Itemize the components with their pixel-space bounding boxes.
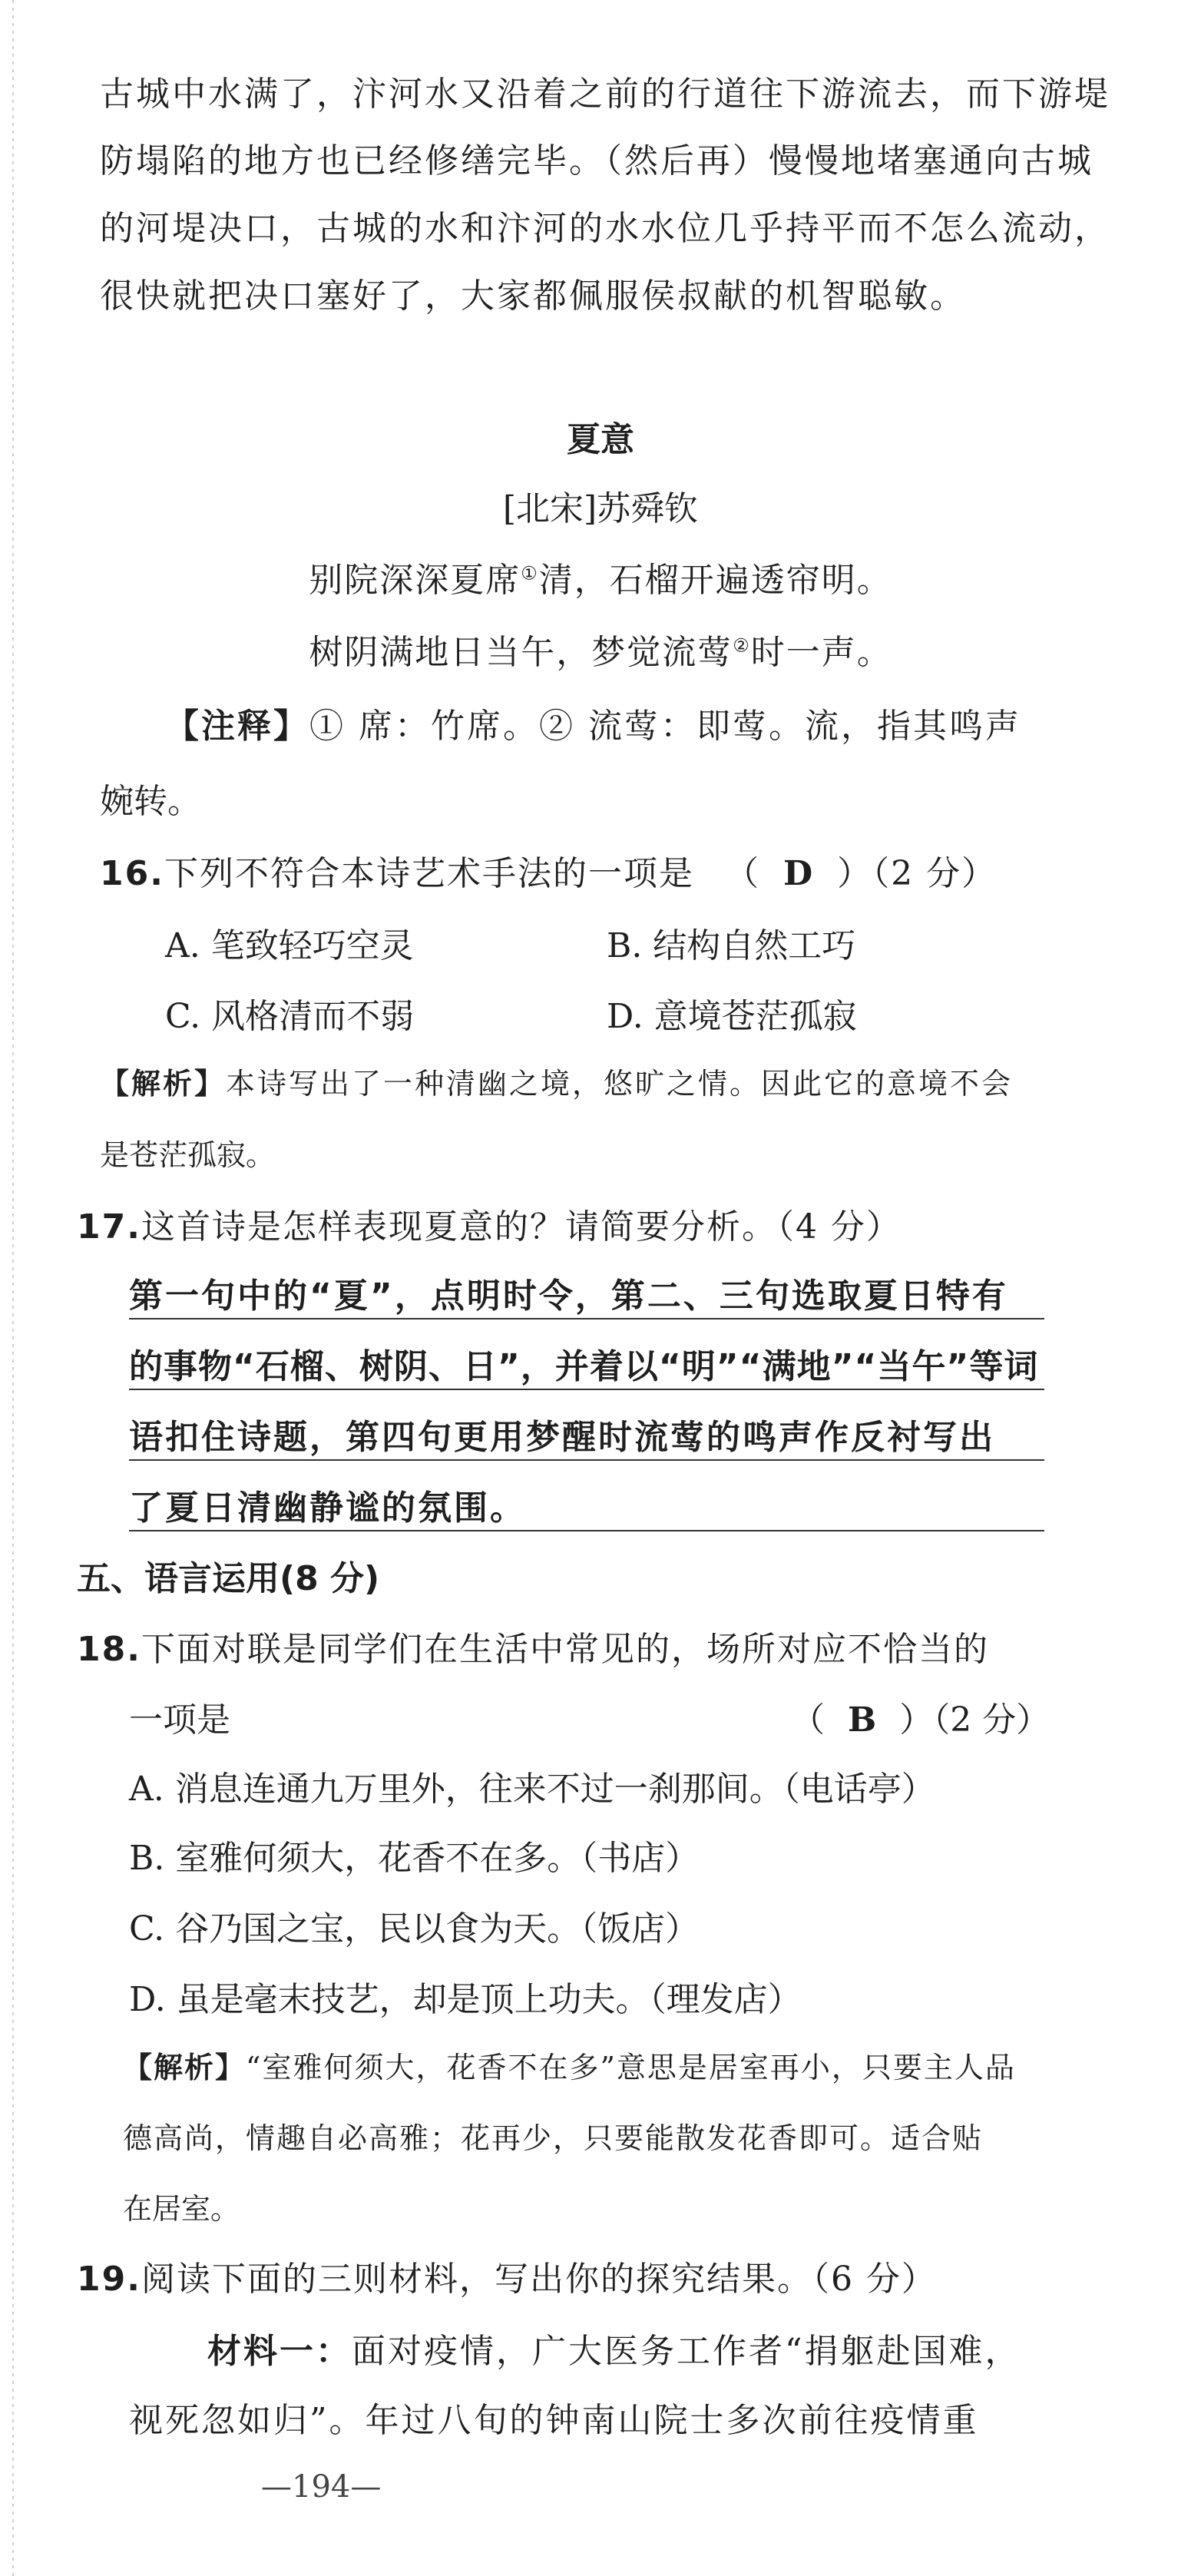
q18-answer (791, 1699, 1050, 1742)
material-one-cont: 视死忽如归”。年过八旬的钟南山院士多次前往疫情重 (129, 2401, 979, 2440)
material-label: 材料一： (207, 2332, 352, 2371)
poem-text: 树阴满地日当午，梦觉流莺 (309, 633, 733, 672)
poem-text: 清，石榴开遍透帘明。 (538, 561, 892, 600)
option-c: C. 谷乃国之宝，民以食为天。（饭店） (129, 1909, 700, 1949)
footnote-marker: ② (733, 634, 751, 657)
score: （2 分） (872, 854, 998, 893)
question-number: 18. (77, 1630, 141, 1669)
intro-line: 古城中水满了，汴河水又沿着之前的行道往下游流去，而下游堤 (100, 74, 1110, 114)
analysis-text: “室雅何须大，花香不在多”意思是居室再小，只要主人品 (246, 2051, 1016, 2084)
question-number: 19. (77, 2260, 141, 2299)
option-a: A. 消息连通九万里外，往来不过一刹那间。（电话亭） (129, 1770, 935, 1809)
answer: D (782, 854, 815, 893)
poem-title: 夏意 (567, 420, 634, 459)
note-label: 【注释】 (165, 707, 309, 746)
q18-stem-cont: 一项是 (129, 1700, 230, 1740)
answer-line: 的事物“石榴、树阴、日”，并着以“明”“满地”“当午”等词 (129, 1346, 1044, 1390)
paren: ） (899, 1700, 934, 1740)
paren: （ (791, 1700, 825, 1740)
q18-analysis (123, 2048, 1016, 2088)
paren: ） (837, 854, 873, 893)
analysis-label: 【解析】 (100, 1067, 227, 1101)
poem-note-cont: 婉转。 (100, 782, 201, 821)
material-text: 面对疫情，广大医务工作者“捐躯赴国难， (352, 2332, 1021, 2371)
section-title: 五、语言运用(8 分) (77, 1559, 380, 1598)
footnote-marker: ① (521, 562, 539, 584)
question-stem: 这首诗是怎样表现夏意的？请简要分析。（4 分） (141, 1207, 902, 1247)
note-text: ① 席：竹席。② 流莺：即莺。流，指其鸣声 (309, 707, 1021, 746)
q16-analysis (100, 1064, 1013, 1104)
answer-line: 第一句中的“夏”，点明时令，第二、三句选取夏日特有 (129, 1275, 1044, 1319)
score: （2 分） (933, 1700, 1050, 1740)
q18-analysis-cont: 在居室。 (123, 2192, 240, 2226)
poem-text: 别院深深夏席 (309, 561, 521, 600)
paren: （ (724, 854, 760, 893)
q18-analysis-cont: 德高尚，情趣自必高雅；花再少，只要能散发花香即可。适合贴 (123, 2121, 984, 2155)
poem-line-2 (0, 631, 1201, 674)
q16-analysis-cont: 是苍茫孤寂。 (100, 1138, 276, 1172)
answer-line: 了夏日清幽静谧的氛围。 (129, 1487, 1044, 1531)
page-number: —194— (261, 2469, 382, 2505)
option-c: C. 风格清而不弱 (165, 997, 415, 1036)
q17-stem (77, 1206, 902, 1249)
binding-edge (12, 0, 15, 2576)
poem-note (165, 705, 1021, 748)
poem-line-1 (0, 559, 1201, 602)
q16-stem (100, 853, 997, 896)
option-b: B. 室雅何须大，花香不在多。（书店） (129, 1839, 700, 1878)
poem-text: 时一声。 (750, 633, 892, 672)
question-stem: 阅读下面的三则材料，写出你的探究结果。（6 分） (141, 2260, 937, 2299)
q18-stem (77, 1628, 989, 1671)
intro-line: 很快就把决口塞好了，大家都佩服侯叔献的机智聪敏。 (100, 276, 966, 316)
question-number: 17. (77, 1207, 141, 1247)
option-a: A. 笔致轻巧空灵 (165, 926, 414, 965)
q19-stem (77, 2258, 937, 2301)
analysis-label: 【解析】 (123, 2051, 246, 2084)
question-stem: 下列不符合本诗艺术手法的一项是 (164, 854, 694, 893)
material-one (207, 2330, 1021, 2373)
option-d: D. 虽是毫末技艺，却是顶上功夫。（理发店） (129, 1980, 802, 2019)
poem-author: [北宋]苏舜钦 (502, 489, 699, 528)
option-b: B. 结构自然工巧 (607, 926, 856, 965)
question-stem: 下面对联是同学们在生活中常见的，场所对应不恰当的 (141, 1630, 989, 1669)
option-d: D. 意境苍茫孤寂 (607, 997, 857, 1036)
intro-line: 的河堤决口，古城的水和汴河的水水位几乎持平而不怎么流动， (100, 209, 1110, 248)
answer-line: 语扣住诗题，第四句更用梦醒时流莺的鸣声作反衬写出 (129, 1416, 1044, 1461)
answer: B (848, 1700, 877, 1740)
analysis-text: 本诗写出了一种清幽之境，悠旷之情。因此它的意境不会 (226, 1067, 1014, 1101)
question-number: 16. (100, 854, 164, 893)
intro-line: 防塌陷的地方也已经修缮完毕。（然后再）慢慢地堵塞通向古城 (100, 141, 1093, 180)
